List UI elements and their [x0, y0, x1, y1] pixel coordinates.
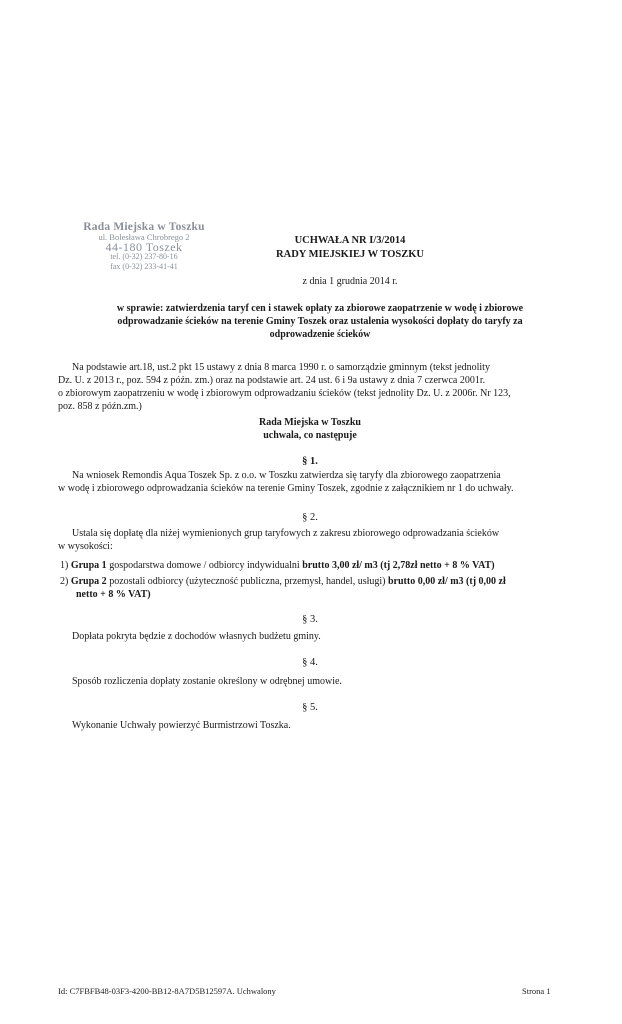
council-stamp [70, 222, 218, 272]
item-2-group: Grupa 2 [70, 576, 107, 587]
basis-line-2: Dz. U. z 2013 r., poz. 594 z późn. zm.) oraz na podstawie art. 24 ust. 6 i 9a ustawy z dnia 7 czerwca 2001r. [58, 375, 486, 386]
subject-line-1: w sprawie: zatwierdzenia taryf cen i stawek opłaty za zbiorowe zaopatrzenie w wodę i zbiorowe [116, 303, 524, 314]
resolves-line-2: uchwala, co następuje [263, 430, 357, 441]
section-4-heading: § 4. [302, 657, 318, 668]
section-2-line-1: Ustala się dopłatę dla niżej wymienionych grup taryfowych z zakresu zbiorowego odprowadzania ścieków [72, 528, 500, 539]
stamp-line-5: fax (0-32) 233-41-41 [110, 262, 178, 271]
resolution-date: z dnia 1 grudnia 2014 r. [302, 276, 398, 287]
stamp-line-2: ul. Bolesława Chrobrego 2 [98, 232, 190, 242]
item-2-text: pozostali odbiorcy (użyteczność publiczna, przemysł, handel, usługi) [106, 576, 388, 587]
section-1-line-2: w wodę i zbiorowego odprowadzania ścieków na terenie Gminy Toszek, zgodnie z załącznikiem nr 1 do uchwały. [58, 483, 514, 494]
section-5-heading: § 5. [302, 702, 318, 713]
stamp-line-3: 44-180 Toszek [105, 240, 183, 254]
item-1-number: 1) [60, 560, 69, 571]
section-2-heading: § 2. [302, 512, 318, 523]
section-1-line-1: Na wniosek Remondis Aqua Toszek Sp. z o.o. w Toszku zatwierdza się taryfy dla zbiorowego zaopatrzenia [72, 470, 501, 481]
subject-line-3: odprowadzenie ścieków [269, 329, 371, 340]
stamp-line-4: tel. (0-32) 237-80-16 [110, 252, 178, 261]
council-name: RADY MIEJSKIEJ W TOSZKU [276, 249, 424, 260]
item-2-price: brutto 0,00 zł/ m3 (tj 0,00 zł [388, 576, 506, 587]
item-1-text: gospodarstwa domowe / odbiorcy indywidualni [106, 560, 303, 571]
section-1-heading: § 1. [302, 456, 318, 467]
item-2-price-cont: netto + 8 % VAT) [76, 589, 151, 600]
tariff-group-1 [60, 560, 495, 573]
resolves-line-1: Rada Miejska w Toszku [259, 417, 361, 428]
basis-line-3: o zbiorowym zaopatrzeniu w wodę i zbiorowym odprowadzaniu ścieków (tekst jednolity Dz. U. z 2006r. Nr 123, [58, 388, 511, 399]
basis-line-4: poz. 858 z późn.zm.) [58, 401, 142, 412]
subject-line-2: odprowadzanie ścieków na terenie Gminy Toszek oraz ustalenia wysokości dopłaty do taryfy za [117, 316, 523, 327]
section-3-text: Dopłata pokryta będzie z dochodów własnych budżetu gminy. [72, 631, 321, 642]
section-4-text: Sposób rozliczenia dopłaty zostanie określony w odrębnej umowie. [72, 676, 342, 687]
section-5-text: Wykonanie Uchwały powierzyć Burmistrzowi Toszka. [72, 720, 291, 731]
page-number: Strona 1 [522, 986, 551, 996]
stamp-line-1: Rada Miejska w Toszku [83, 221, 205, 233]
tariff-group-2 [60, 576, 506, 589]
section-2-line-2: w wysokości: [58, 541, 113, 552]
section-3-heading: § 3. [302, 614, 318, 625]
item-1-group: Grupa 1 [70, 560, 107, 571]
document-id: Id: C7FBFB48-03F3-4200-BB12-8A7D5B12597A. Uchwalony [58, 986, 276, 996]
item-1-price: brutto 3,00 zł/ m3 (tj 2,78zł netto + 8 % VAT) [302, 560, 495, 571]
item-2-number: 2) [60, 576, 69, 587]
basis-line-1: Na podstawie art.18, ust.2 pkt 15 ustawy z dnia 8 marca 1990 r. o samorządzie gminnym (tekst jednolity [72, 362, 490, 373]
resolution-title: UCHWAŁA NR I/3/2014 [294, 235, 406, 246]
